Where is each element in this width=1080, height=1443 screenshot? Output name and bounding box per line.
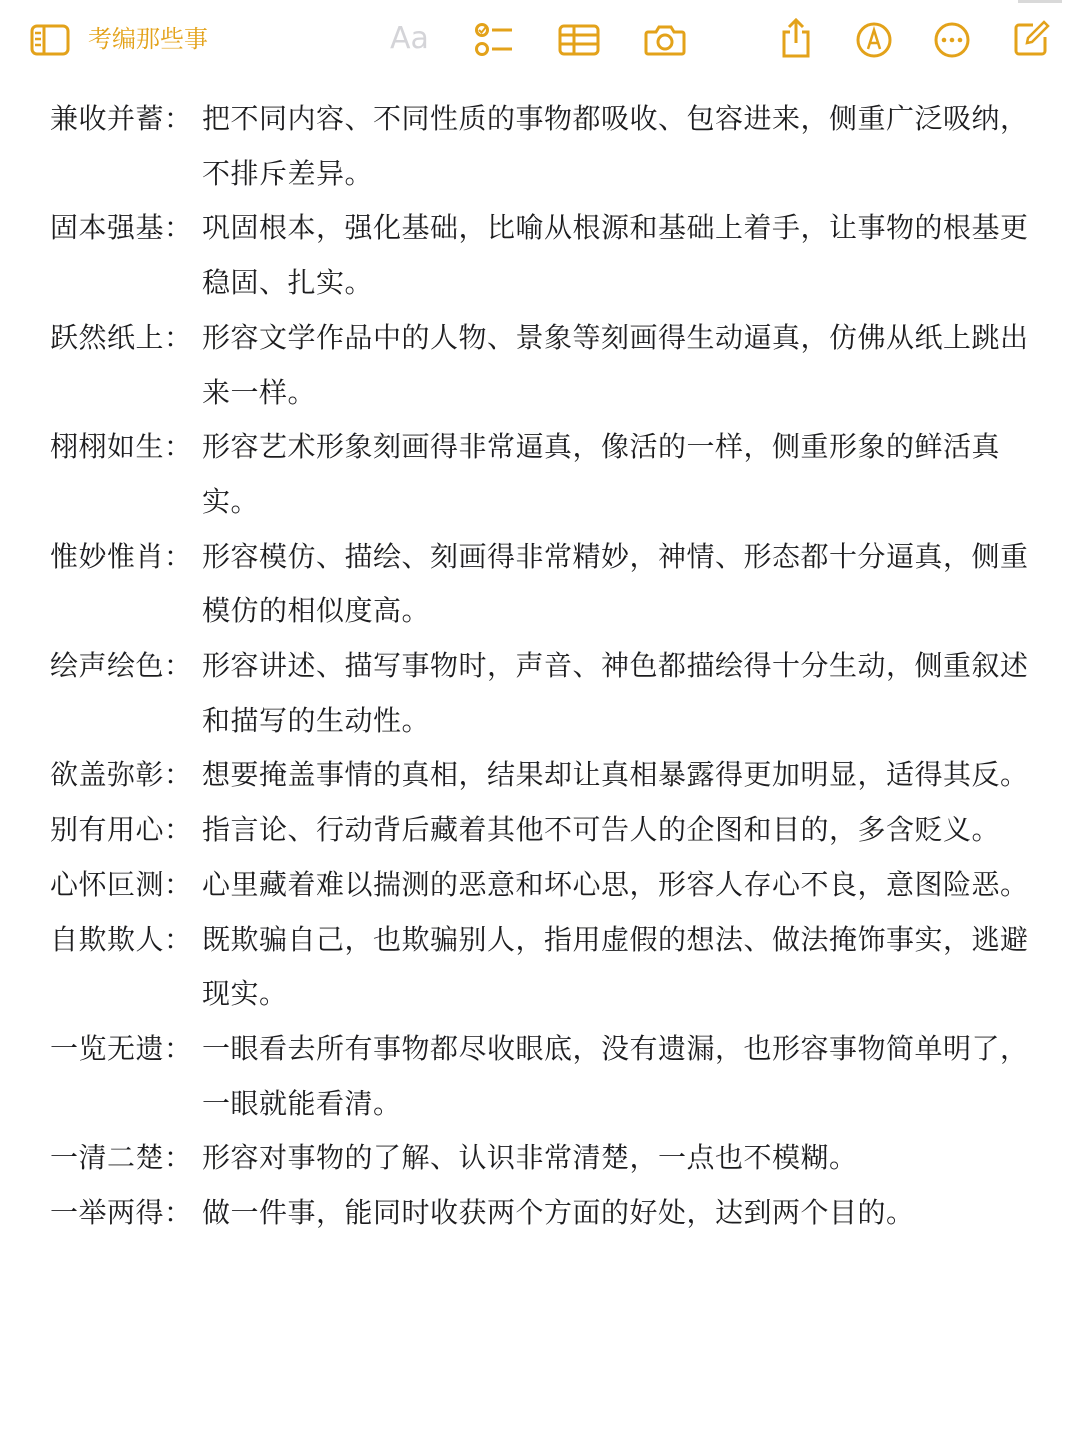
idiom-entry	[50, 1131, 1030, 1186]
table-button[interactable]	[556, 20, 602, 60]
camera-icon	[644, 24, 686, 56]
idiom-entry	[50, 201, 1030, 310]
idiom-term: 心怀叵测：	[50, 867, 193, 901]
idiom-term: 自欺欺人：	[50, 922, 193, 956]
more-ellipsis-icon	[933, 21, 971, 59]
share-icon	[780, 18, 812, 58]
more-button[interactable]	[930, 18, 974, 62]
folder-title-button[interactable]: 考编那些事	[88, 25, 208, 53]
idiom-entry	[50, 530, 1030, 639]
idiom-term: 兼收并蓄：	[50, 102, 193, 135]
idiom-definition: 形容艺术形象刻画得非常逼真，像活的一样，侧重形象的鲜活真实。	[202, 430, 1001, 518]
idiom-definition: 把不同内容、不同性质的事物都吸收、包容进来，侧重广泛吸纳，不排斥差异。	[202, 102, 1029, 190]
idiom-definition: 指言论、行动背后藏着其他不可告人的企图和目的，多含贬义。	[202, 813, 1001, 847]
idiom-definition: 心里藏着难以揣测的恶意和坏心思，形容人存心不良，意图险恶。	[202, 867, 1029, 901]
idiom-term: 固本强基：	[50, 211, 193, 245]
idiom-term: 一清二楚：	[50, 1141, 193, 1175]
idiom-entry	[50, 748, 1030, 803]
idiom-term: 一览无遗：	[50, 1031, 193, 1065]
idiom-term: 一举两得：	[50, 1196, 193, 1230]
idiom-definition: 形容讲述、描写事物时，声音、神色都描绘得十分生动，侧重叙述和描写的生动性。	[202, 649, 1029, 737]
sidebar-icon	[30, 24, 70, 56]
idiom-definition: 既欺骗自己，也欺骗别人，指用虚假的想法、做法掩饰事实，逃避现实。	[202, 922, 1029, 1011]
idiom-entry	[50, 1186, 1030, 1241]
idiom-entry	[50, 803, 1030, 858]
table-icon	[558, 24, 600, 56]
idiom-definition: 一眼看去所有事物都尽收眼底，没有遗漏，也形容事物简单明了，一眼就能看清。	[202, 1031, 1029, 1120]
idiom-entry	[50, 311, 1030, 420]
markup-pen-icon	[855, 21, 893, 59]
markup-button[interactable]	[852, 18, 896, 62]
notes-toolbar	[0, 0, 1080, 78]
idiom-term: 惟妙惟肖：	[50, 539, 193, 573]
camera-button[interactable]	[642, 20, 688, 60]
idiom-entry	[50, 92, 1030, 201]
idiom-entry	[50, 420, 1030, 529]
idiom-term: 别有用心：	[50, 813, 193, 847]
compose-button[interactable]	[1010, 16, 1054, 60]
idiom-term: 欲盖弥彰：	[50, 758, 193, 792]
idiom-definition: 形容模仿、描绘、刻画得非常精妙，神情、形态都十分逼真，侧重模仿的相似度高。	[202, 539, 1029, 628]
idiom-term: 栩栩如生：	[50, 430, 193, 464]
idiom-definition: 形容对事物的了解、认识非常清楚，一点也不模糊。	[202, 1141, 858, 1175]
idiom-term: 跃然纸上：	[50, 320, 193, 354]
compose-icon	[1013, 19, 1051, 57]
share-button[interactable]	[774, 16, 818, 60]
idiom-entry	[50, 1022, 1030, 1131]
idiom-entry	[50, 639, 1030, 748]
sidebar-toggle-button[interactable]	[28, 20, 72, 60]
checklist-icon	[474, 22, 514, 58]
format-text-button[interactable]: Aa	[390, 21, 429, 56]
corner-mark	[1018, 0, 1062, 3]
idiom-definition: 做一件事，能同时收获两个方面的好处，达到两个目的。	[202, 1196, 915, 1230]
idiom-definition: 想要掩盖事情的真相，结果却让真相暴露得更加明显，适得其反。	[202, 758, 1029, 792]
note-body[interactable]	[0, 92, 1080, 1241]
idiom-term: 绘声绘色：	[50, 649, 193, 683]
idiom-definition: 形容文学作品中的人物、景象等刻画得生动逼真，仿佛从纸上跳出来一样。	[202, 320, 1029, 409]
idiom-definition: 巩固根本，强化基础，比喻从根源和基础上着手，让事物的根基更稳固、扎实。	[202, 211, 1029, 300]
idiom-entry	[50, 913, 1030, 1022]
checklist-button[interactable]	[472, 20, 516, 60]
idiom-entry	[50, 858, 1030, 913]
